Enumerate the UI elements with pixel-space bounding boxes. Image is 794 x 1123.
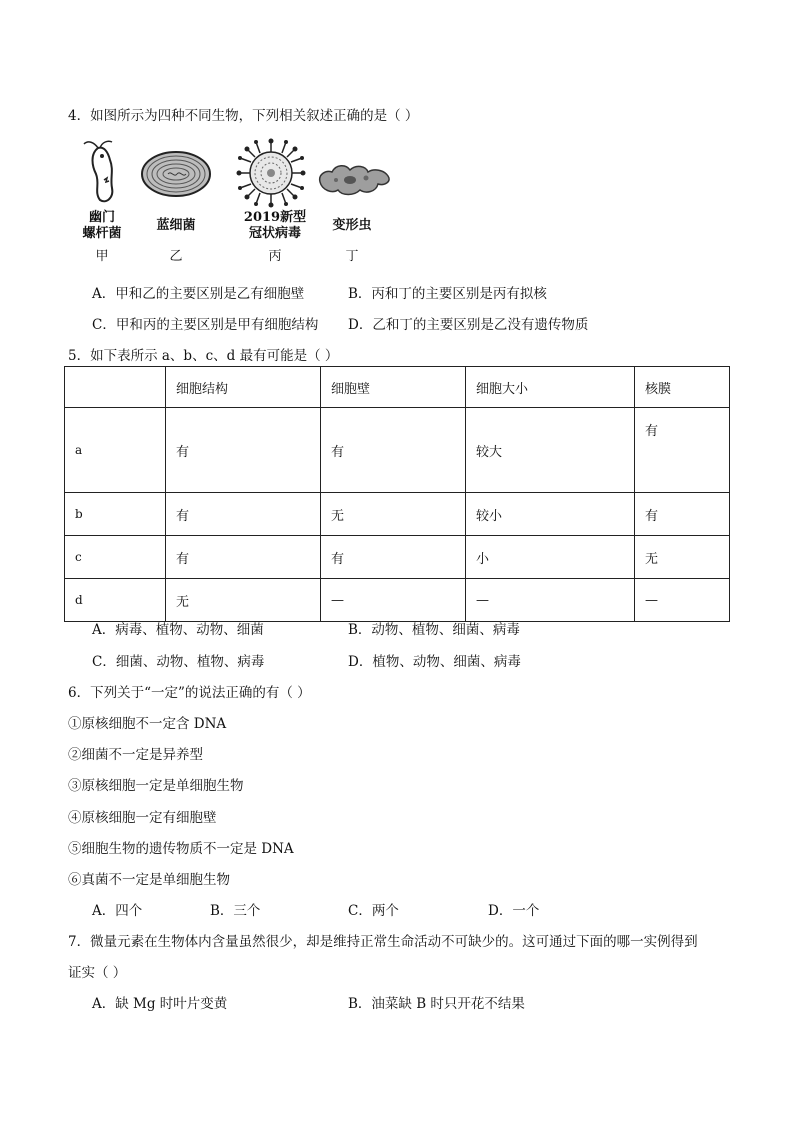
figure-ding-name: 变形虫 — [332, 218, 372, 233]
q5-option-c[interactable]: C．细菌、动物、植物、病毒 — [92, 654, 265, 670]
table-header-cell: 细胞结构 — [166, 367, 321, 408]
q6-stem: 6．下列关于“一定”的说法正确的有（ ） — [68, 685, 311, 701]
table-cell: 有 — [635, 408, 730, 493]
table-cell: 较小 — [466, 493, 635, 536]
table-cell: d — [65, 579, 166, 622]
q6-item-5: ⑤细胞生物的遗传物质不一定是 DNA — [68, 841, 294, 857]
helicobacter-image — [80, 140, 126, 206]
q7-stem-line2: 证实（ ） — [68, 965, 127, 981]
amoeba-image — [316, 160, 392, 198]
figure-bing-tag: 丙 — [268, 249, 282, 264]
q6-item-6: ⑥真菌不一定是单细胞生物 — [68, 872, 230, 888]
q6-item-3: ③原核细胞一定是单细胞生物 — [68, 778, 244, 794]
q5-stem: 5．如下表所示 a、b、c、d 最有可能是（ ） — [68, 348, 339, 364]
q4-option-d[interactable]: D．乙和丁的主要区别是乙没有遗传物质 — [348, 317, 589, 333]
q5-option-d[interactable]: D．植物、动物、细菌、病毒 — [348, 654, 521, 670]
table-cell: — — [635, 579, 730, 622]
q5-option-b[interactable]: B．动物、植物、细菌、病毒 — [348, 622, 520, 638]
table-cell: 小 — [466, 536, 635, 579]
table-row — [65, 536, 730, 579]
table-cell: a — [65, 408, 166, 493]
cyanobacteria-image — [140, 150, 212, 198]
table-cell: 有 — [166, 408, 321, 493]
table-cell: 较大 — [466, 408, 635, 493]
table-header-cell: 细胞大小 — [466, 367, 635, 408]
table-cell: c — [65, 536, 166, 579]
table-row — [65, 493, 730, 536]
figure-jia-tag: 甲 — [95, 249, 109, 264]
q6-option-d[interactable]: D．一个 — [488, 903, 540, 919]
q4-option-a[interactable]: A．甲和乙的主要区别是乙有细胞壁 — [92, 286, 305, 302]
table-header-cell: 核膜 — [635, 367, 730, 408]
table-cell: — — [321, 579, 466, 622]
q4-option-c[interactable]: C．甲和丙的主要区别是甲有细胞结构 — [92, 317, 319, 333]
table-cell: 有 — [166, 536, 321, 579]
table-cell: 无 — [635, 536, 730, 579]
table-cell: — — [466, 579, 635, 622]
table-cell: 无 — [321, 493, 466, 536]
q6-option-a[interactable]: A．四个 — [92, 903, 143, 919]
figure-bing-name-line2: 冠状病毒 — [248, 226, 301, 241]
figure-jia-name-line2: 螺杆菌 — [82, 226, 122, 241]
q7-stem-line1: 7．微量元素在生物体内含量虽然很少，却是维持正常生命活动不可缺少的。这可通过下面的哪一实例得到 — [68, 934, 698, 950]
table-cell: 无 — [166, 579, 321, 622]
q4-stem: 4．如图所示为四种不同生物，下列相关叙述正确的是（ ） — [68, 108, 419, 124]
table-header-cell — [65, 367, 166, 408]
table-row — [65, 579, 730, 622]
table-header-row — [65, 367, 730, 408]
table-cell: 有 — [321, 536, 466, 579]
q6-item-4: ④原核细胞一定有细胞壁 — [68, 810, 217, 826]
figure-bing-name — [234, 210, 316, 242]
q5-table — [64, 366, 730, 622]
table-cell: 有 — [166, 493, 321, 536]
q5-option-a[interactable]: A．病毒、植物、动物、细菌 — [92, 622, 264, 638]
figure-label-jia-name — [76, 210, 128, 242]
figure-yi-name: 蓝细菌 — [156, 218, 196, 233]
q4-option-b[interactable]: B．丙和丁的主要区别是丙有拟核 — [348, 286, 547, 302]
figure-yi-tag: 乙 — [169, 249, 183, 264]
q7-option-a[interactable]: A．缺 Mg 时叶片变黄 — [92, 996, 228, 1012]
table-row — [65, 408, 730, 493]
q6-item-2: ②细菌不一定是异养型 — [68, 747, 203, 763]
q6-option-b[interactable]: B．三个 — [210, 903, 261, 919]
table-cell: 有 — [635, 493, 730, 536]
figure-bing-name-line1: 2019新型 — [243, 210, 307, 225]
figure-jia-name-line1: 幽门 — [88, 210, 115, 225]
q6-option-c[interactable]: C．两个 — [348, 903, 399, 919]
coronavirus-image — [236, 138, 306, 208]
q7-option-b[interactable]: B．油菜缺 B 时只开花不结果 — [348, 996, 525, 1012]
table-header-cell: 细胞壁 — [321, 367, 466, 408]
figure-ding-tag: 丁 — [345, 249, 359, 264]
table-cell: 有 — [321, 408, 466, 493]
q6-item-1: ①原核细胞不一定含 DNA — [68, 716, 227, 732]
table-cell: b — [65, 493, 166, 536]
